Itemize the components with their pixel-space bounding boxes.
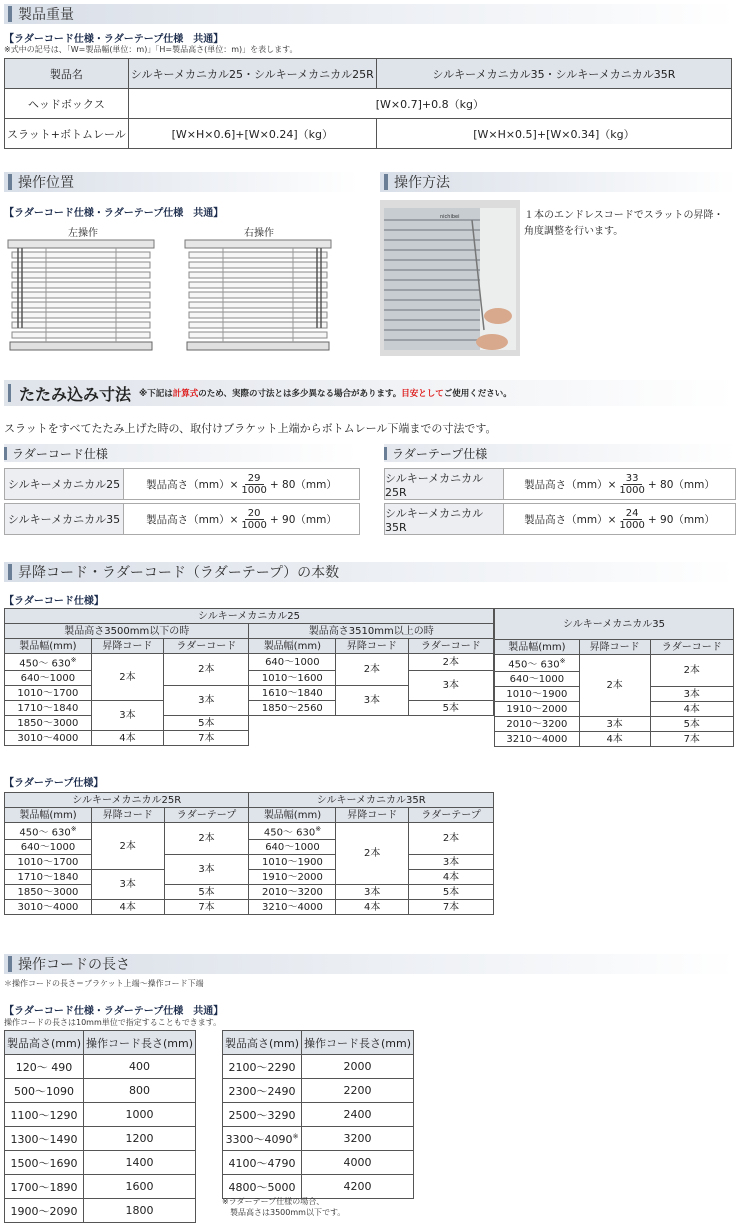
weight-subtitle: 【ラダーコード仕様・ラダーテープ仕様 共通】 — [4, 34, 224, 45]
ladder-tape-table: シルキーメカニカル25R シルキーメカニカル35R 製品幅(mm) 昇降コード ラダーテープ 製品幅(mm) 昇降コード ラダーテープ 450～ 630※ 2本 2本 450～ 630※ 2本 2本 640～1000 640～1000 1010～1700 3本 1010～1900 3本 1710～1840 3本 1910～2000 4本 1850～3000 5本 2010～3200 3本 5本 3010～4000 4本 7本 3210～4000 4本 7本 — [4, 792, 494, 915]
cord-count-ladder-cord-sub: 【ラダーコード仕様】 — [4, 596, 104, 607]
folded-ladder-tape-header: ラダーテープ仕様 — [384, 444, 736, 462]
folded-ladder-cord-header: ラダーコード仕様 — [4, 444, 358, 462]
cord-length-note2: 操作コードの長さは10mm単位で指定することもできます。 — [4, 1018, 222, 1027]
ladder-cord-table-25: シルキーメカニカル25 製品高さ3500mm以下の時 製品高さ3510mm以上の時 製品幅(mm) 昇降コード ラダーコード 製品幅(mm) 昇降コード ラダーコード 450～ 630※ 2本 2本 640～1000 2本 2本 640～1000 1010～1600 3本 1010～1700 3本 1610～1840 3本 1710～1840 3本 1850～2560 5本 1850～3000 5本 3010～4000 4本 7本 — [4, 608, 494, 746]
left-operation-label: 左操作 — [68, 228, 98, 239]
section-header-cord-length: 操作コードの長さ — [4, 954, 736, 974]
section-header-folded: たたみ込み寸法 ※下記は計算式のため、実際の寸法とは多少異なる場合があります。目安としてご使用ください。 — [4, 380, 736, 406]
footnote-2: 製品高さは3500mm以下です。 — [230, 1208, 346, 1217]
folded-desc: スラットをすべてたたみ上げた時の、取付けブラケット上端からボトムレール下端までの寸法です。 — [4, 422, 497, 435]
cord-length-note: ＊操作コードの長さ＝ブラケット上端～操作コード下端 — [4, 979, 204, 988]
right-operation-label: 右操作 — [244, 228, 274, 239]
operation-photo — [380, 200, 520, 356]
cord-count-ladder-tape-sub: 【ラダーテープ仕様】 — [4, 778, 104, 789]
cord-length-table-right: 製品高さ(mm) 操作コード長さ(mm) 2100～2290 2000 2300～2490 2200 2500～3290 2400 3300～4090※ 3200 4100～4790 4000 4800～5000 4200 — [222, 1030, 414, 1199]
method-desc-1: １本のエンドレスコードでスラットの昇降・ — [524, 210, 724, 221]
section-header-method: 操作方法 — [380, 172, 736, 192]
ladder-cord-table-35: シルキーメカニカル35 製品幅(mm) 昇降コード ラダーコード 450～ 630※ 2本 2本 640～1000 1010～1900 3本 1910～2000 4本 2010～3200 3本 5本 3210～4000 4本 7本 — [494, 608, 734, 747]
blind-left-illustration — [6, 238, 156, 358]
brand-mark: nichibei — [440, 214, 460, 220]
method-desc-2: 角度調整を行います。 — [524, 226, 624, 237]
formula-row-25r: シルキーメカニカル25R 製品高さ（mm）× $\frac{33}{1000}$ + 80（mm） — [384, 468, 736, 500]
formula-row-25: シルキーメカニカル25 製品高さ（mm）× $\frac{29}{1000}$ + 80（mm） — [4, 468, 360, 500]
cord-length-table-left: 製品高さ(mm) 操作コード長さ(mm) 120～ 490 400 500～1090 800 1100～1290 1000 1300～1490 1200 1500～1690 1400 1700～1890 1600 1900～2090 1800 — [4, 1030, 196, 1223]
section-header-position: 操作位置 — [4, 172, 358, 192]
blind-right-illustration — [183, 238, 333, 358]
footnote-1: ※ラダーテープ仕様の場合、 — [222, 1197, 325, 1206]
weight-note: ※式中の記号は、「W=製品幅(単位：m)」「H=製品高さ(単位：m)」を表します。 — [4, 45, 298, 54]
section-header-cord-count: 昇降コード・ラダーコード（ラダーテープ）の本数 — [4, 562, 736, 582]
formula-row-35r: シルキーメカニカル35R 製品高さ（mm）× $\frac{24}{1000}$ + 90（mm） — [384, 503, 736, 535]
cord-length-subtitle: 【ラダーコード仕様・ラダーテープ仕様 共通】 — [4, 1006, 224, 1017]
position-subtitle: 【ラダーコード仕様・ラダーテープ仕様 共通】 — [4, 208, 224, 219]
weight-table: 製品名 シルキーメカニカル25・シルキーメカニカル25R シルキーメカニカル35・シルキーメカニカル35R ヘッドボックス [W×0.7]+0.8（kg） スラット+ボトムレール [W×H×0.6]+[W×0.24]（kg） [W×H×0.5]+[W×0.34]（kg） — [4, 58, 732, 149]
formula-row-35: シルキーメカニカル35 製品高さ（mm）× $\frac{20}{1000}$ + 90（mm） — [4, 503, 360, 535]
section-header-weight: 製品重量 — [4, 4, 736, 24]
